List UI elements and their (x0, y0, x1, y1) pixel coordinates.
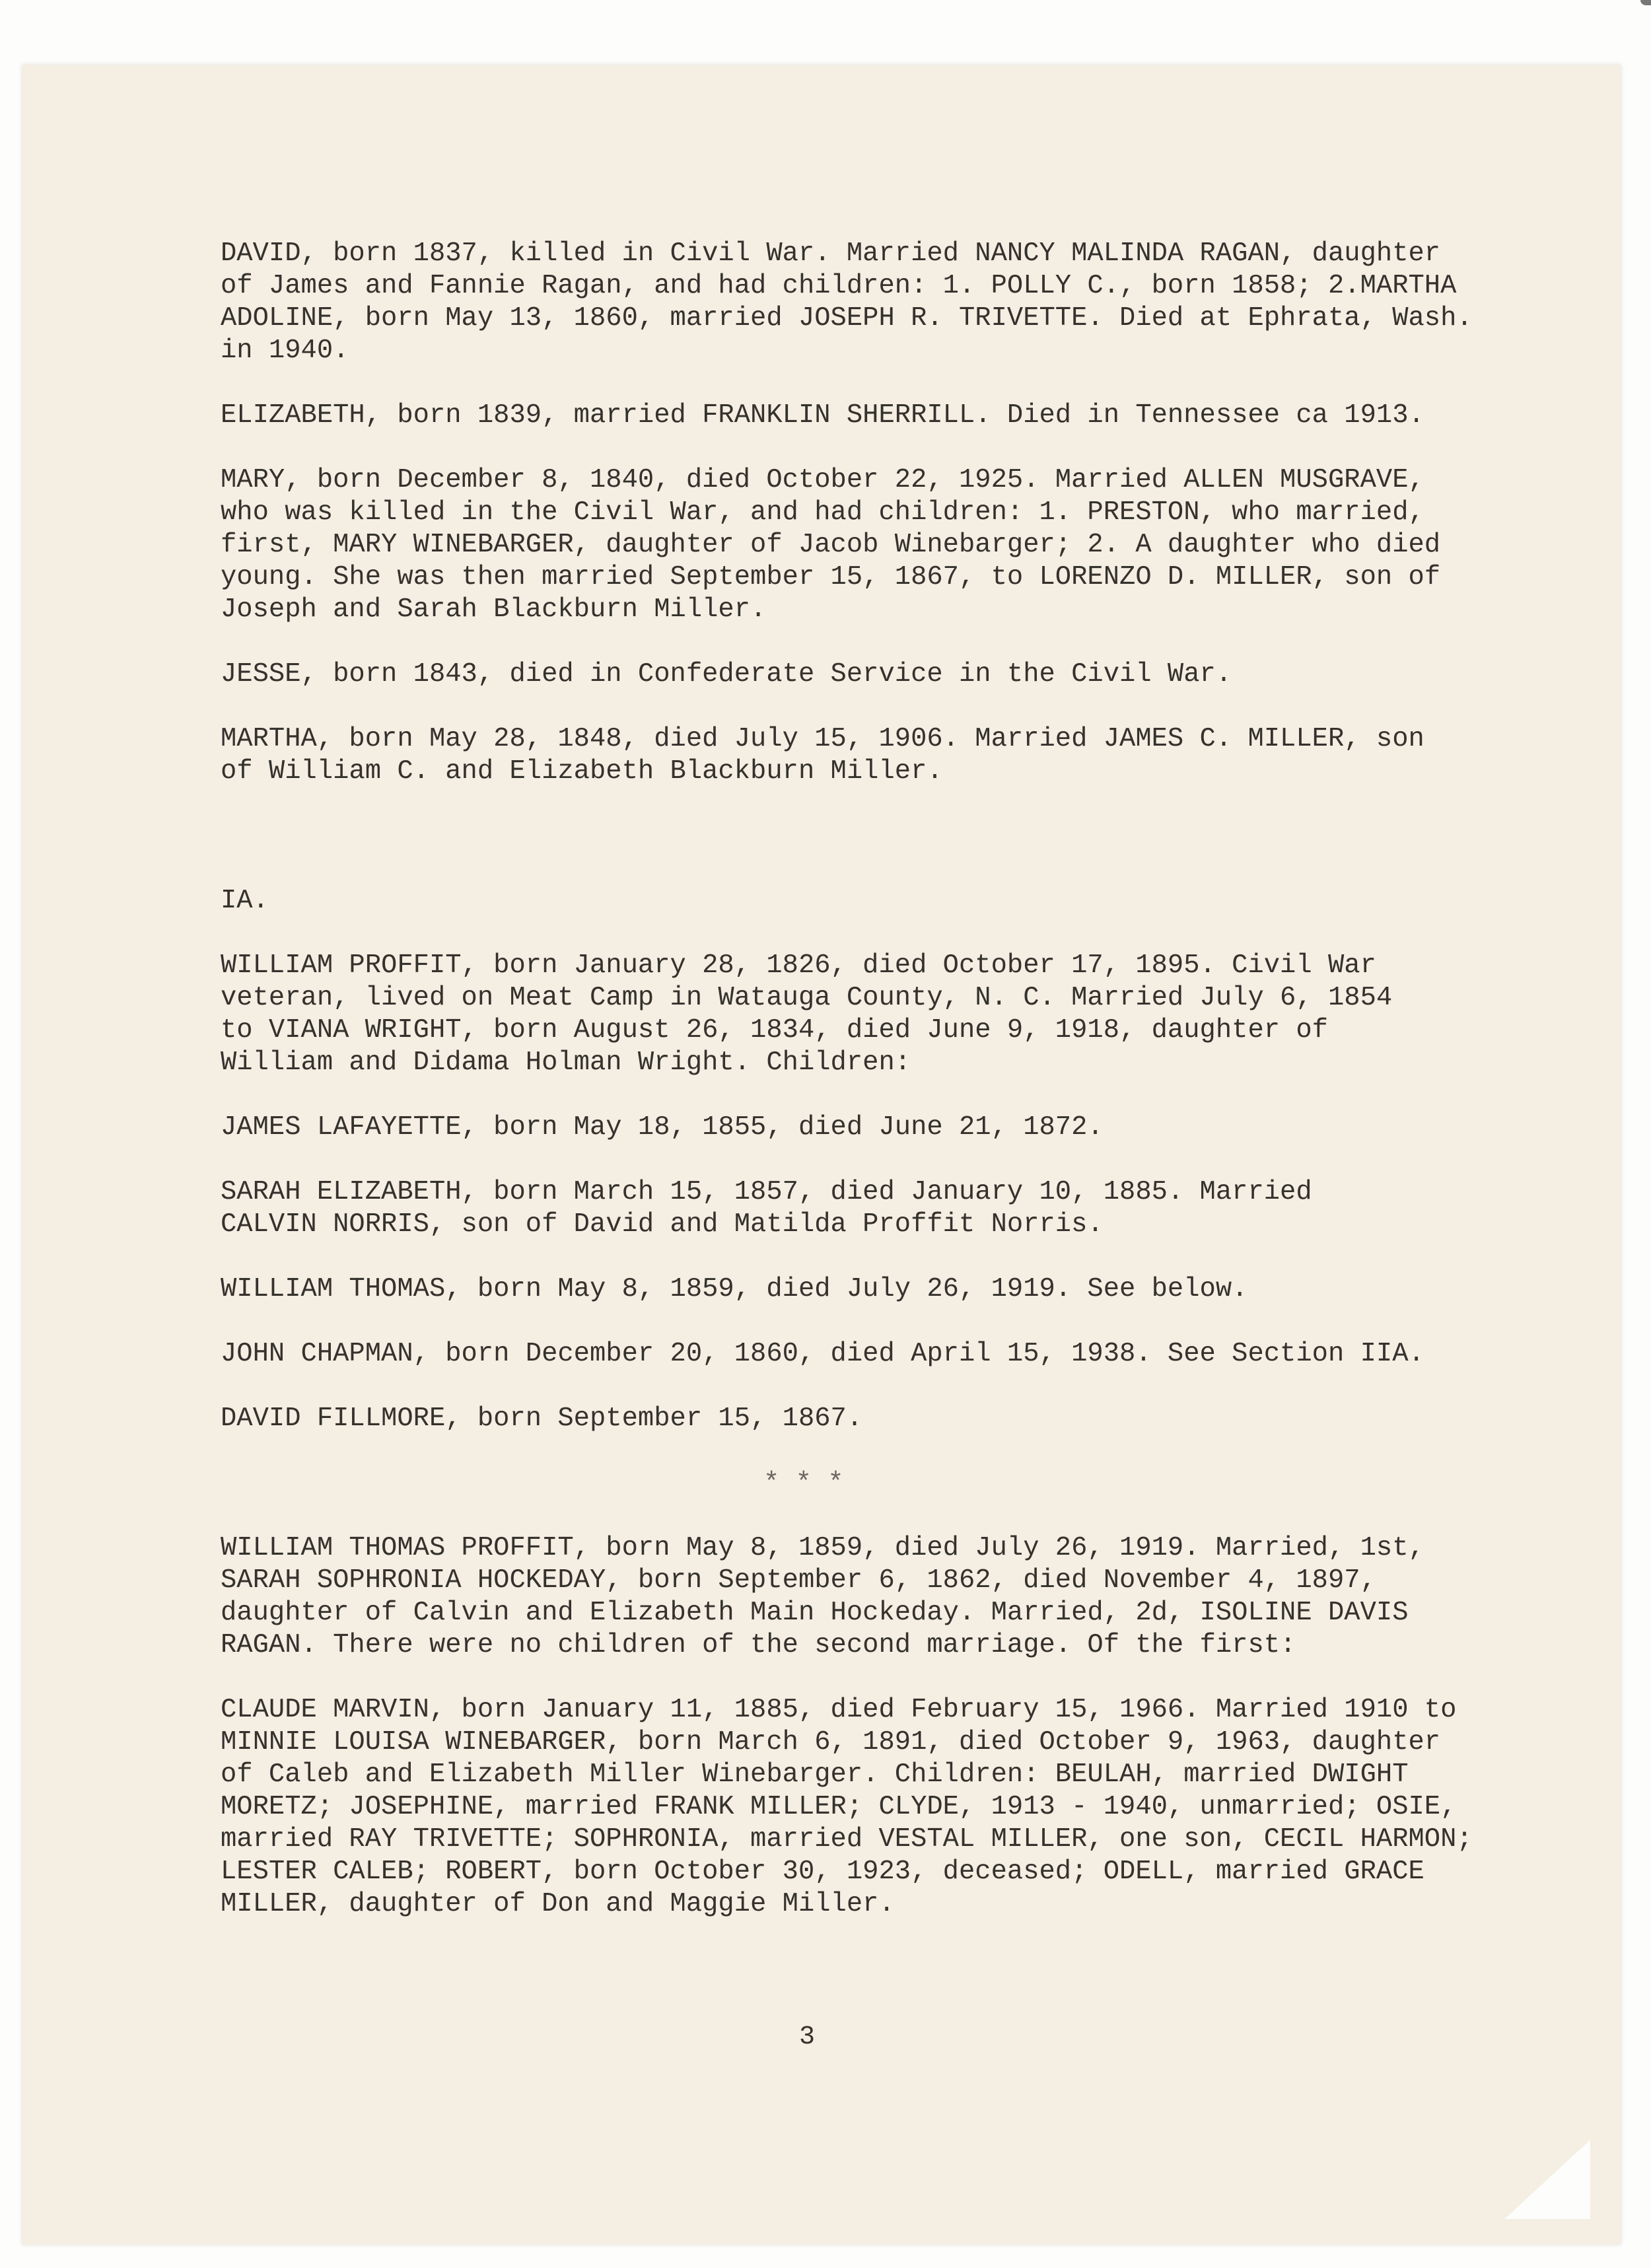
paragraph-claude-marvin: CLAUDE MARVIN, born January 11, 1885, died February 15, 1966. Married 1910 to MINNIE LOUISA WINEBARGER, born March 6, 1891, died October 9, 1963, daughter of Caleb and Elizabeth Miller Winebarger. Children: BEULAH, married DWIGHT MORETZ; JOSEPHINE, married FRANK MILLER; CLYDE, 1913 - 1940, unmarried; OSIE, married RAY TRIVETTE; SOPHRONIA, married VESTAL MILLER, one son, CECIL HARMON; LESTER CALEB; ROBERT, born October 30, 1923, deceased; ODELL, married GRACE MILLER, daughter of Don and Maggie Miller. (221, 1695, 1473, 1919)
paragraph-elizabeth: ELIZABETH, born 1839, married FRANKLIN SHERRILL. Died in Tennessee ca 1913. (221, 400, 1424, 431)
paragraph-sarah-elizabeth: SARAH ELIZABETH, born March 15, 1857, died January 10, 1885. Married CALVIN NORRIS, son of David and Matilda Proffit Norris. (221, 1177, 1312, 1240)
paragraph-john-chapman: JOHN CHAPMAN, born December 20, 1860, died April 15, 1938. See Section IIA. (221, 1339, 1424, 1369)
paragraph-james-lafayette: JAMES LAFAYETTE, born May 18, 1855, died June 21, 1872. (221, 1112, 1104, 1143)
section-spacer (221, 820, 1515, 885)
separator-stars: * * * (763, 1468, 844, 1499)
paragraph-david-fillmore: DAVID FILLMORE, born September 15, 1867. (221, 1403, 863, 1434)
paragraph-william-proffit: WILLIAM PROFFIT, born January 28, 1826, died October 17, 1895. Civil War veteran, lived on Meat Camp in Watauga County, N. C. Married July 6, 1854 to VIANA WRIGHT, born August 26, 1834, died June 9, 1918, daughter of William and Didama Holman Wright. Children: (221, 950, 1393, 1078)
paragraph-jesse: JESSE, born 1843, died in Confederate Service in the Civil War. (221, 659, 1232, 690)
paragraph-mary: MARY, born December 8, 1840, died October 22, 1925. Married ALLEN MUSGRAVE, who was killed in the Civil War, and had children: 1. PRESTON, who married, first, MARY WINEBARGER, daughter of Jacob Winebarger; 2. A daughter who died young. She was then married September 15, 1867, to LORENZO D. MILLER, son of Joseph and Sarah Blackburn Miller. (221, 465, 1441, 625)
paragraph-william-thomas: WILLIAM THOMAS, born May 8, 1859, died July 26, 1919. See below. (221, 1274, 1248, 1304)
paragraph-martha: MARTHA, born May 28, 1848, died July 15, 1906. Married JAMES C. MILLER, son of William C. and Elizabeth Blackburn Miller. (221, 724, 1424, 787)
paragraph-david: DAVID, born 1837, killed in Civil War. Married NANCY MALINDA RAGAN, daughter of James and Fannie Ragan, and had children: 1. POLLY C., born 1858; 2.MARTHA ADOLINE, born May 13, 1860, married JOSEPH R. TRIVETTE. Died at Ephrata, Wash. in 1940. (221, 238, 1473, 366)
page-text-block (221, 238, 1515, 1953)
section-heading: IA. (221, 886, 269, 916)
page-number: 3 (799, 2022, 816, 2052)
paragraph-william-thomas-proffit: WILLIAM THOMAS PROFFIT, born May 8, 1859, died July 26, 1919. Married, 1st, SARAH SOPHRONIA HOCKEDAY, born September 6, 1862, died November 4, 1897, daughter of Calvin and Elizabeth Main Hockeday. Married, 2d, ISOLINE DAVIS RAGAN. There were no children of the second marriage. Of the first: (221, 1533, 1424, 1660)
folded-corner (1504, 2140, 1590, 2219)
